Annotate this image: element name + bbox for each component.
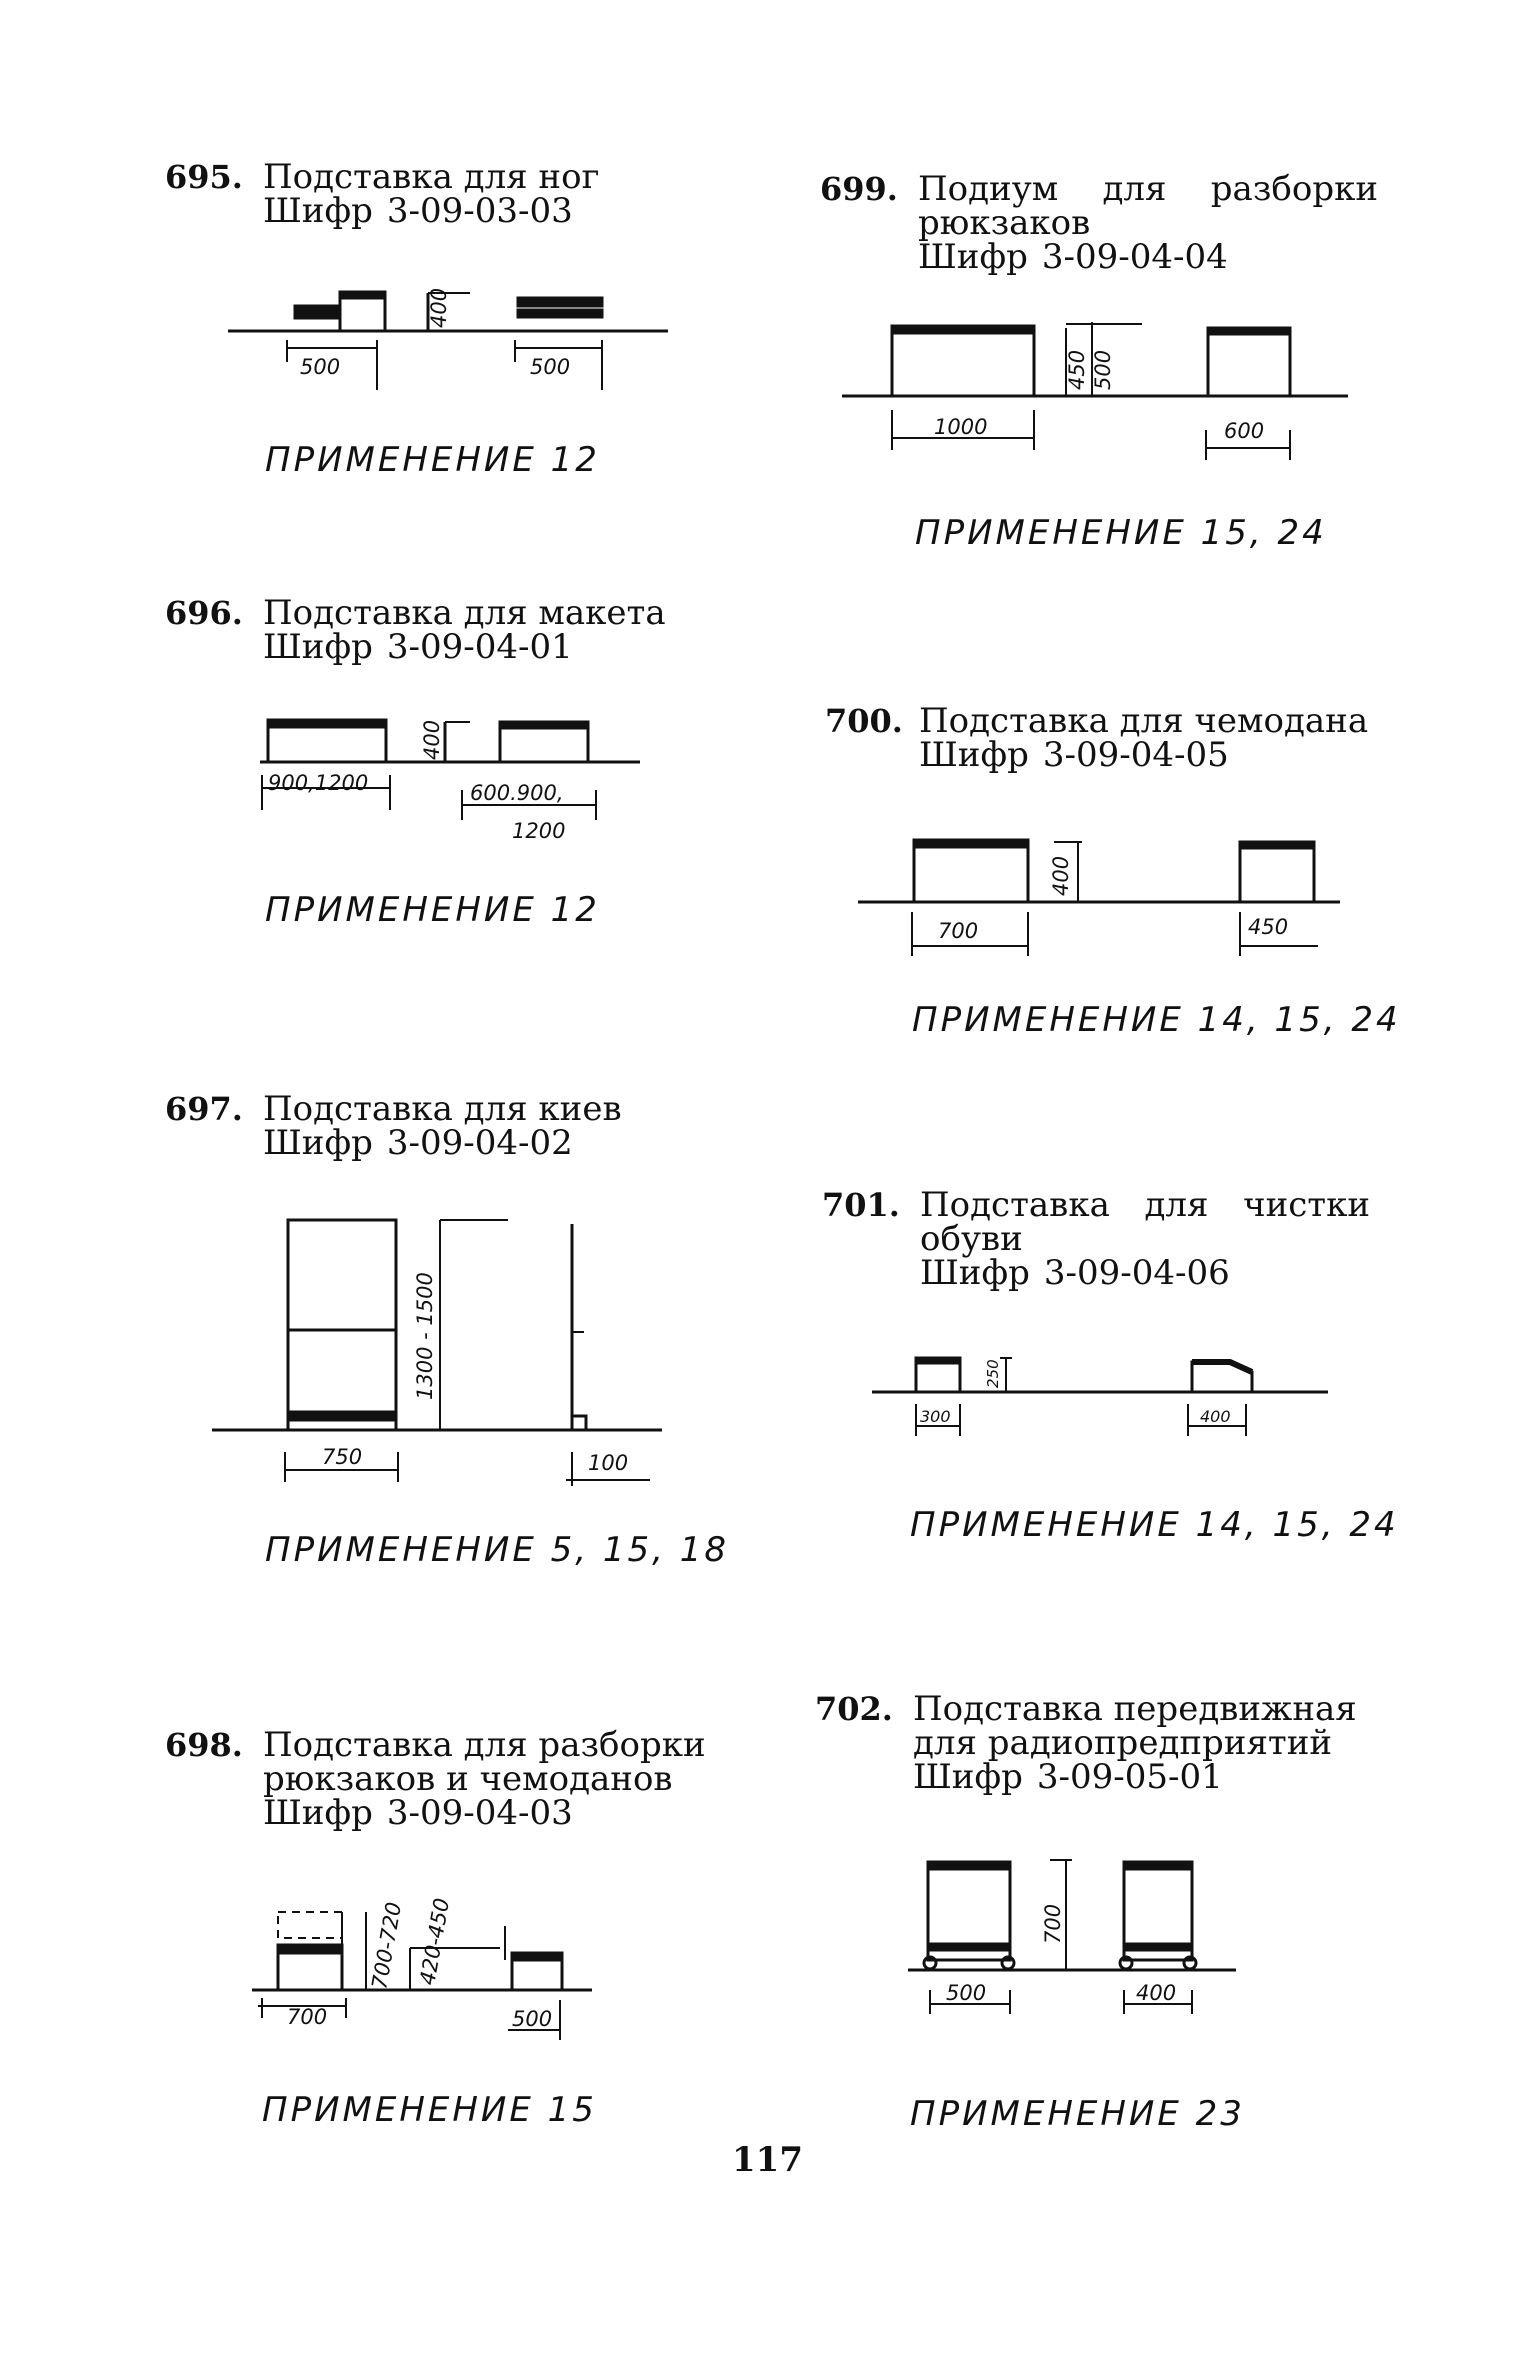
entry-header (165, 593, 725, 667)
code-label: Шифр (919, 735, 1029, 775)
dim-label: 500 (300, 355, 341, 379)
entry-title: Подставка для чемодана (919, 701, 1369, 741)
dim-label: 450 (1248, 915, 1289, 939)
entry-header (165, 1089, 725, 1163)
code-value: 3-09-04-06 (1043, 1253, 1230, 1293)
dim-label: 400 (1200, 1407, 1231, 1426)
dim-label: 400 (1136, 1981, 1177, 2005)
entry-696 (165, 593, 725, 667)
code-value: 3-09-05-01 (1036, 1757, 1223, 1797)
dim-label: 500 (530, 355, 571, 379)
dim-label: 500 (1091, 349, 1115, 390)
entry-title: Подставка для разборки рюкзаков и чемоданов (263, 1725, 706, 1799)
code-label: Шифр (263, 1793, 373, 1833)
dim-label: 600.900, (470, 781, 564, 805)
entry-number: 700. (825, 702, 903, 740)
dim-label: 500 (512, 2007, 553, 2031)
code-value: 3-09-04-03 (386, 1793, 573, 1833)
code-label: Шифр (918, 237, 1028, 277)
entry-number: 696. (165, 594, 243, 632)
entry-number: 702. (815, 1690, 893, 1728)
entry-header (815, 1689, 1375, 1797)
dim-label: 300 (920, 1407, 951, 1426)
code-label: Шифр (913, 1757, 1023, 1797)
entry-title: Подставка для киев (263, 1089, 622, 1129)
dim-label: 100 (588, 1451, 629, 1475)
dim-label: 1200 (512, 819, 566, 843)
dim-label: 600 (1224, 419, 1265, 443)
dim-label: 400 (1049, 855, 1073, 896)
dim-label: 1000 (934, 415, 988, 439)
entry-number: 701. (822, 1186, 900, 1224)
dim-label: 450 (1065, 349, 1089, 390)
entry-number: 699. (820, 170, 898, 208)
dim-label: 250 (984, 1359, 1002, 1388)
application-label: ПРИМЕНЕНИЕ 12 (265, 440, 600, 480)
entry-title: Подставка для макета (263, 593, 666, 633)
code-label: Шифр (263, 191, 373, 231)
entry-title: Подставка передвижная для радиопредприятий (913, 1689, 1357, 1763)
entry-title: Подставка для ног (263, 157, 600, 197)
entry-number: 695. (165, 158, 243, 196)
dim-label: 500 (946, 1981, 987, 2005)
entry-header (822, 1185, 1372, 1293)
code-label: Шифр (263, 1123, 373, 1163)
entry-699 (820, 169, 1378, 277)
entry-header (165, 157, 685, 231)
page-number: 117 (732, 2140, 803, 2180)
entry-698 (165, 1725, 725, 1833)
dim-label: 750 (322, 1445, 363, 1469)
dim-label: 900,1200 (268, 771, 369, 795)
entry-701 (822, 1185, 1372, 1293)
entry-700 (825, 701, 1385, 775)
application-label: ПРИМЕНЕНИЕ 14, 15, 24 (910, 1505, 1399, 1545)
application-label: ПРИМЕНЕНИЕ 12 (265, 890, 600, 930)
entry-header (165, 1725, 725, 1833)
entry-title: Подставка для чистки обуви (920, 1185, 1370, 1259)
code-label: Шифр (920, 1253, 1030, 1293)
entry-number: 697. (165, 1090, 243, 1128)
entry-title: Подиум для разборки рюкзаков (918, 169, 1378, 243)
dim-label: 400 (420, 719, 444, 760)
code-value: 3-09-04-04 (1041, 237, 1228, 277)
dim-label: 700-720 (367, 1900, 407, 1991)
entry-695 (165, 157, 685, 231)
entry-697 (165, 1089, 725, 1163)
code-value: 3-09-04-01 (386, 627, 573, 667)
code-value: 3-09-04-02 (386, 1123, 573, 1163)
application-label: ПРИМЕНЕНИЕ 15 (262, 2090, 597, 2130)
entry-number: 698. (165, 1726, 243, 1764)
dim-label: 700 (938, 919, 979, 943)
application-label: ПРИМЕНЕНИЕ 5, 15, 18 (265, 1530, 730, 1570)
dim-label: 420-450 (415, 1896, 455, 1987)
dim-label: 700 (1041, 1903, 1065, 1944)
entry-header (820, 169, 1378, 277)
application-label: ПРИМЕНЕНИЕ 23 (910, 2094, 1245, 2134)
code-value: 3-09-03-03 (386, 191, 573, 231)
dim-label: 700 (287, 2005, 328, 2029)
code-value: 3-09-04-05 (1042, 735, 1229, 775)
application-label: ПРИМЕНЕНИЕ 14, 15, 24 (912, 1000, 1401, 1040)
dim-label: 400 (427, 287, 451, 328)
entry-header (825, 701, 1385, 775)
code-label: Шифр (263, 627, 373, 667)
application-label: ПРИМЕНЕНИЕ 15, 24 (915, 513, 1327, 553)
entry-702 (815, 1689, 1375, 1797)
dim-label: 1300 - 1500 (413, 1272, 437, 1400)
